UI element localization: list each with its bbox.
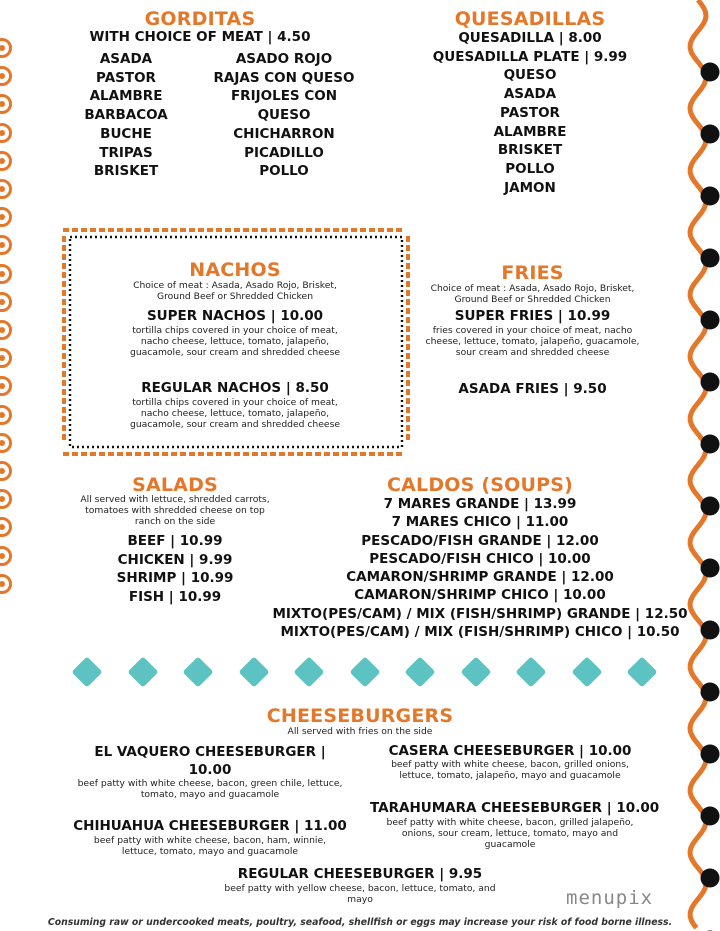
salads-note-line: tomatoes with shredded cheese on top: [85, 505, 265, 517]
frame-mark: [406, 389, 410, 395]
frame-mark: [406, 353, 410, 359]
frame-mark: [162, 228, 168, 232]
frame-mark: [62, 326, 66, 332]
gorditas-item: RAJAS CON QUESO: [213, 69, 355, 86]
salads-note-line: All served with lettuce, shredded carrots,: [80, 494, 270, 505]
diamond-divider: [60, 653, 660, 693]
frame-mark: [406, 425, 410, 431]
frame-mark: [333, 452, 339, 456]
gorditas-item: CHICHARRON: [233, 125, 335, 142]
tarahumara-cheeseburger: TARAHUMARA CHEESEBURGER | 10.00: [370, 800, 660, 816]
frame-mark: [62, 389, 66, 395]
quesadillas-item: QUESO: [503, 67, 557, 84]
frame-mark: [180, 228, 186, 232]
frame-mark: [99, 228, 105, 232]
diamond-ornament: [238, 656, 269, 687]
frame-mark: [252, 452, 258, 456]
gorditas-item: PICADILLO: [244, 144, 324, 161]
gorditas-item: ASADA: [99, 51, 153, 67]
desc-line: nacho cheese, lettuce, tomato, jalapeño,: [140, 408, 330, 420]
tarahumara-desc: [380, 817, 640, 851]
desc-line: tortilla chips covered in your choice of meat,: [132, 325, 338, 336]
desc-line: mayo: [347, 894, 373, 906]
frame-mark: [406, 407, 410, 413]
frame-mark: [396, 452, 402, 456]
cheeseburgers-title: CHEESEBURGERS: [266, 705, 454, 727]
caldo-item: CAMARON/SHRIMP GRANDE | 12.00: [346, 569, 614, 586]
caldo-item: 7 MARES CHICO | 11.00: [391, 514, 569, 531]
frame-mark: [261, 452, 267, 456]
casera-desc: [380, 759, 640, 781]
quesadillas-item: ALAMBRE: [493, 123, 567, 140]
frame-mark: [62, 362, 66, 368]
frame-mark: [342, 228, 348, 232]
gorditas-right-list: [204, 50, 364, 181]
frame-mark: [144, 228, 150, 232]
nachos-title: NACHOS: [189, 259, 281, 281]
ring-ornament: [0, 517, 12, 537]
desc-line: guacamole, sour cream and shredded cheese: [129, 347, 341, 359]
nachos-note-line: Ground Beef or Shredded Chicken: [156, 291, 314, 303]
gorditas-title: GORDITAS: [144, 8, 256, 30]
quesadillas-item: QUESADILLA PLATE | 9.99: [432, 48, 628, 65]
frame-mark: [270, 452, 276, 456]
wave-dot: [701, 311, 720, 330]
caldo-item: PESCADO/FISH CHICO | 10.00: [369, 550, 591, 567]
regular-cheeseburger-desc: [210, 883, 510, 905]
chihuahua-desc: [70, 835, 350, 857]
ring-ornament: [0, 489, 12, 509]
desc-line: sour cream and shredded cheese: [455, 347, 610, 359]
nachos-note-line: Choice of meat : Asada, Asado Rojo, Brisket,: [133, 280, 337, 291]
frame-mark: [406, 434, 410, 440]
frame-mark: [333, 228, 339, 232]
ring-ornament: [0, 320, 12, 340]
caldo-item: MIXTO(PES/CAM) / MIX (FISH/SHRIMP) GRANDE | 12.50: [272, 605, 688, 622]
wave-dot: [701, 559, 720, 578]
frame-mark: [216, 228, 222, 232]
frame-mark: [406, 281, 410, 287]
frame-mark: [126, 452, 132, 456]
ring-ornament: [0, 574, 12, 594]
caldo-item: MIXTO(PES/CAM) / MIX (FISH/SHRIMP) CHICO | 10.50: [280, 624, 680, 641]
gorditas-item: QUESO: [257, 107, 311, 124]
frame-mark: [90, 228, 96, 232]
frame-mark: [216, 452, 222, 456]
frame-mark: [279, 452, 285, 456]
frame-mark: [62, 407, 66, 413]
ring-ornament: [0, 348, 12, 368]
frame-mark: [62, 398, 66, 404]
frame-mark: [62, 263, 66, 269]
wave-dot: [701, 497, 720, 516]
frame-mark: [306, 228, 312, 232]
frame-mark: [162, 452, 168, 456]
frame-mark: [360, 452, 366, 456]
frame-mark: [153, 452, 159, 456]
frame-mark: [406, 254, 410, 260]
frame-mark: [406, 308, 410, 314]
frame-mark: [207, 452, 213, 456]
ring-ornament: [0, 207, 12, 227]
desc-line: beef patty with white cheese, bacon, grilled onions,: [391, 759, 629, 770]
super-nachos: SUPER NACHOS | 10.00: [146, 308, 324, 324]
frame-mark: [198, 228, 204, 232]
frame-mark: [306, 452, 312, 456]
frame-mark: [225, 452, 231, 456]
frame-mark: [297, 228, 303, 232]
frame-mark: [171, 452, 177, 456]
diamond-ornament: [349, 656, 380, 687]
ring-ornament: [0, 292, 12, 312]
diamond-ornament: [182, 656, 213, 687]
desc-line: beef patty with white cheese, bacon, ham, winnie,: [93, 835, 327, 846]
desc-line: fries covered in your choice of meat, nacho: [432, 325, 633, 336]
wave-dot: [701, 435, 720, 454]
quesadillas-item: JAMON: [504, 179, 556, 196]
frame-mark: [406, 362, 410, 368]
asada-fries: ASADA FRIES | 9.50: [458, 381, 607, 397]
wave-dot: [701, 807, 720, 826]
wave-dot: [701, 373, 720, 392]
quesadillas-item: POLLO: [505, 160, 555, 177]
desc-line: beef patty with white cheese, bacon, grilled jalapeño,: [386, 817, 634, 828]
quesadillas-title: QUESADILLAS: [454, 8, 606, 30]
frame-mark: [406, 380, 410, 386]
wave-dot: [701, 125, 720, 144]
frame-mark: [324, 228, 330, 232]
frame-mark: [144, 452, 150, 456]
salad-item: BEEF | 10.99: [127, 533, 223, 549]
frame-mark: [62, 434, 66, 440]
caldo-item: PESCADO/FISH GRANDE | 12.00: [361, 532, 599, 549]
ring-ornament: [0, 433, 12, 453]
gorditas-item: FRIJOLES CON: [230, 88, 338, 105]
frame-mark: [406, 299, 410, 305]
ring-ornament: [0, 461, 12, 481]
quesadillas-item: QUESADILLA | 8.00: [458, 30, 602, 46]
diamond-ornament: [515, 656, 546, 687]
gorditas-item: POLLO: [259, 163, 309, 180]
frame-mark: [315, 228, 321, 232]
frame-mark: [117, 228, 123, 232]
frame-mark: [62, 344, 66, 350]
quesadillas-item: BRISKET: [497, 142, 563, 159]
gorditas-item: PASTOR: [96, 69, 156, 86]
quesadillas-item: ASADA: [503, 86, 557, 103]
frame-mark: [406, 398, 410, 404]
caldo-item: 7 MARES GRANDE | 13.99: [383, 496, 577, 512]
frame-mark: [279, 228, 285, 232]
frame-mark: [406, 416, 410, 422]
gorditas-item: BARBACOA: [84, 107, 168, 124]
gorditas-item: BUCHE: [100, 125, 152, 142]
ring-ornament: [0, 546, 12, 566]
diamond-ornament: [71, 656, 102, 687]
desc-line: lettuce, tomato, mayo and guacamole: [121, 846, 299, 858]
frame-mark: [63, 228, 69, 232]
caldos-title: CALDOS (SOUPS): [386, 474, 574, 496]
frame-mark: [90, 452, 96, 456]
frame-mark: [342, 452, 348, 456]
frame-mark: [406, 335, 410, 341]
desc-line: cheese, lettuce, tomato, jalapeño, guacamole,: [425, 336, 640, 348]
frame-mark: [297, 452, 303, 456]
salad-item: SHRIMP | 10.99: [116, 570, 234, 587]
regular-nachos: REGULAR NACHOS | 8.50: [141, 380, 329, 396]
frame-mark: [62, 245, 66, 251]
frame-mark: [324, 452, 330, 456]
gorditas-item: ASADO ROJO: [235, 51, 333, 67]
fries-title: FRIES: [501, 262, 564, 284]
el-vaquero-desc: [60, 778, 360, 800]
frame-mark: [62, 308, 66, 314]
frame-mark: [81, 452, 87, 456]
frame-mark: [351, 452, 357, 456]
frame-mark: [261, 228, 267, 232]
wave-dot: [701, 683, 720, 702]
fries-note-line: Ground Beef or Shredded Chicken: [454, 294, 611, 306]
frame-mark: [225, 228, 231, 232]
frame-mark: [243, 228, 249, 232]
frame-mark: [406, 317, 410, 323]
desc-line: beef patty with white cheese, bacon, green chile, lettuce,: [77, 778, 343, 789]
desc-line: nacho cheese, lettuce, tomato, jalapeño,: [140, 336, 330, 348]
fries-note-line: Choice of meat : Asada, Asado Rojo, Brisket,: [430, 283, 635, 294]
caldos-list: [270, 495, 690, 641]
el-vaquero-cheeseburger: [70, 743, 350, 779]
frame-mark: [62, 416, 66, 422]
gorditas-item: BRISKET: [93, 163, 159, 180]
diamond-ornament: [404, 656, 435, 687]
frame-mark: [62, 353, 66, 359]
frame-mark: [180, 452, 186, 456]
casera-cheeseburger: CASERA CHEESEBURGER | 10.00: [388, 743, 632, 759]
frame-mark: [62, 380, 66, 386]
ring-ornament: [0, 376, 12, 396]
frame-mark: [270, 228, 276, 232]
gorditas-item: TRIPAS: [99, 144, 153, 161]
frame-mark: [62, 272, 66, 278]
salad-item: CHICKEN | 9.99: [117, 551, 233, 568]
chihuahua-cheeseburger: CHIHUAHUA CHEESEBURGER | 11.00: [73, 818, 347, 834]
frame-mark: [387, 452, 393, 456]
frame-mark: [63, 452, 69, 456]
ring-ornament: [0, 151, 12, 171]
frame-mark: [234, 228, 240, 232]
frame-mark: [108, 452, 114, 456]
gorditas-item: ALAMBRE: [89, 88, 163, 105]
quesadillas-item: PASTOR: [500, 104, 560, 121]
wave-dot: [701, 869, 720, 888]
nachos-note: [80, 280, 390, 302]
ring-ornament: [0, 94, 12, 114]
frame-mark: [378, 228, 384, 232]
fries-note: [420, 283, 645, 305]
regular-nachos-desc: [80, 397, 390, 431]
frame-mark: [108, 228, 114, 232]
quesadillas-list: [420, 29, 640, 197]
frame-mark: [62, 281, 66, 287]
frame-mark: [406, 236, 410, 242]
frame-mark: [252, 228, 258, 232]
frame-mark: [360, 228, 366, 232]
right-wave-border: [668, 0, 720, 931]
frame-mark: [62, 299, 66, 305]
frame-mark: [207, 228, 213, 232]
desc-line: lettuce, tomato, jalapeño, mayo and guacamole: [399, 770, 621, 782]
frame-mark: [406, 272, 410, 278]
frame-mark: [62, 317, 66, 323]
gorditas-left-list: [76, 50, 176, 181]
frame-mark: [189, 228, 195, 232]
diamond-ornament: [293, 656, 324, 687]
left-circle-border: [0, 0, 20, 931]
wave-dot: [701, 621, 720, 640]
frame-mark: [406, 263, 410, 269]
desc-line: beef patty with yellow cheese, bacon, lettuce, tomato, and: [224, 883, 496, 894]
frame-mark: [117, 452, 123, 456]
frame-mark: [171, 228, 177, 232]
frame-mark: [62, 290, 66, 296]
menupix-watermark: menupix: [566, 887, 654, 909]
frame-mark: [135, 228, 141, 232]
frame-mark: [396, 228, 402, 232]
wave-dot: [701, 249, 720, 268]
frame-mark: [378, 452, 384, 456]
frame-mark: [62, 254, 66, 260]
frame-mark: [72, 228, 78, 232]
desc-line: onions, sour cream, lettuce, tomato, mayo and: [401, 828, 619, 840]
wave-dot: [701, 187, 720, 206]
frame-mark: [406, 344, 410, 350]
desc-line: tortilla chips covered in your choice of meat,: [132, 397, 338, 408]
frame-mark: [351, 228, 357, 232]
frame-mark: [369, 228, 375, 232]
caldo-item: CAMARON/SHRIMP CHICO | 10.00: [354, 587, 606, 604]
wave-dot: [701, 745, 720, 764]
diamond-ornament: [571, 656, 602, 687]
wave-dot: [701, 63, 720, 82]
burger-name-line: EL VAQUERO CHEESEBURGER |: [94, 744, 326, 760]
desc-line: guacamole: [484, 839, 536, 851]
burger-name-line: 10.00: [188, 762, 232, 778]
ring-ornament: [0, 179, 12, 199]
frame-mark: [62, 371, 66, 377]
frame-mark: [406, 245, 410, 251]
frame-mark: [81, 228, 87, 232]
ring-ornament: [0, 264, 12, 284]
frame-mark: [126, 228, 132, 232]
frame-mark: [189, 452, 195, 456]
frame-mark: [99, 452, 105, 456]
ring-ornament: [0, 38, 12, 58]
ring-ornament: [0, 235, 12, 255]
frame-mark: [243, 452, 249, 456]
frame-mark: [234, 452, 240, 456]
diamond-ornament: [460, 656, 491, 687]
super-fries: SUPER FRIES | 10.99: [454, 308, 611, 324]
frame-mark: [288, 452, 294, 456]
regular-cheeseburger: REGULAR CHEESEBURGER | 9.95: [237, 866, 483, 882]
frame-mark: [369, 452, 375, 456]
frame-mark: [315, 452, 321, 456]
frame-mark: [62, 236, 66, 242]
salads-list: [100, 532, 250, 607]
desc-line: guacamole, sour cream and shredded cheese: [129, 419, 341, 431]
frame-mark: [406, 326, 410, 332]
salads-title: SALADS: [132, 474, 218, 496]
super-fries-desc: [420, 325, 645, 359]
frame-mark: [406, 290, 410, 296]
frame-mark: [135, 452, 141, 456]
diamond-ornament: [127, 656, 158, 687]
frame-mark: [406, 371, 410, 377]
salads-note: [80, 494, 270, 528]
food-safety-warning: Consuming raw or undercooked meats, poultry, seafood, shellfish or eggs may increase your risk of food borne illness.: [47, 917, 673, 928]
cheeseburgers-note: All served with fries on the side: [287, 726, 433, 737]
diamond-ornament: [626, 656, 657, 687]
super-nachos-desc: [80, 325, 390, 359]
frame-mark: [198, 452, 204, 456]
desc-line: tomato, mayo and guacamole: [140, 789, 280, 801]
frame-mark: [62, 335, 66, 341]
frame-mark: [62, 425, 66, 431]
ring-ornament: [0, 123, 12, 143]
frame-mark: [288, 228, 294, 232]
frame-mark: [153, 228, 159, 232]
frame-mark: [387, 228, 393, 232]
salads-note-line: ranch on the side: [134, 516, 216, 528]
ring-ornament: [0, 405, 12, 425]
salad-item: FISH | 10.99: [128, 589, 222, 606]
ring-ornament: [0, 66, 12, 86]
gorditas-subtitle: WITH CHOICE OF MEAT | 4.50: [89, 29, 311, 45]
frame-mark: [72, 452, 78, 456]
